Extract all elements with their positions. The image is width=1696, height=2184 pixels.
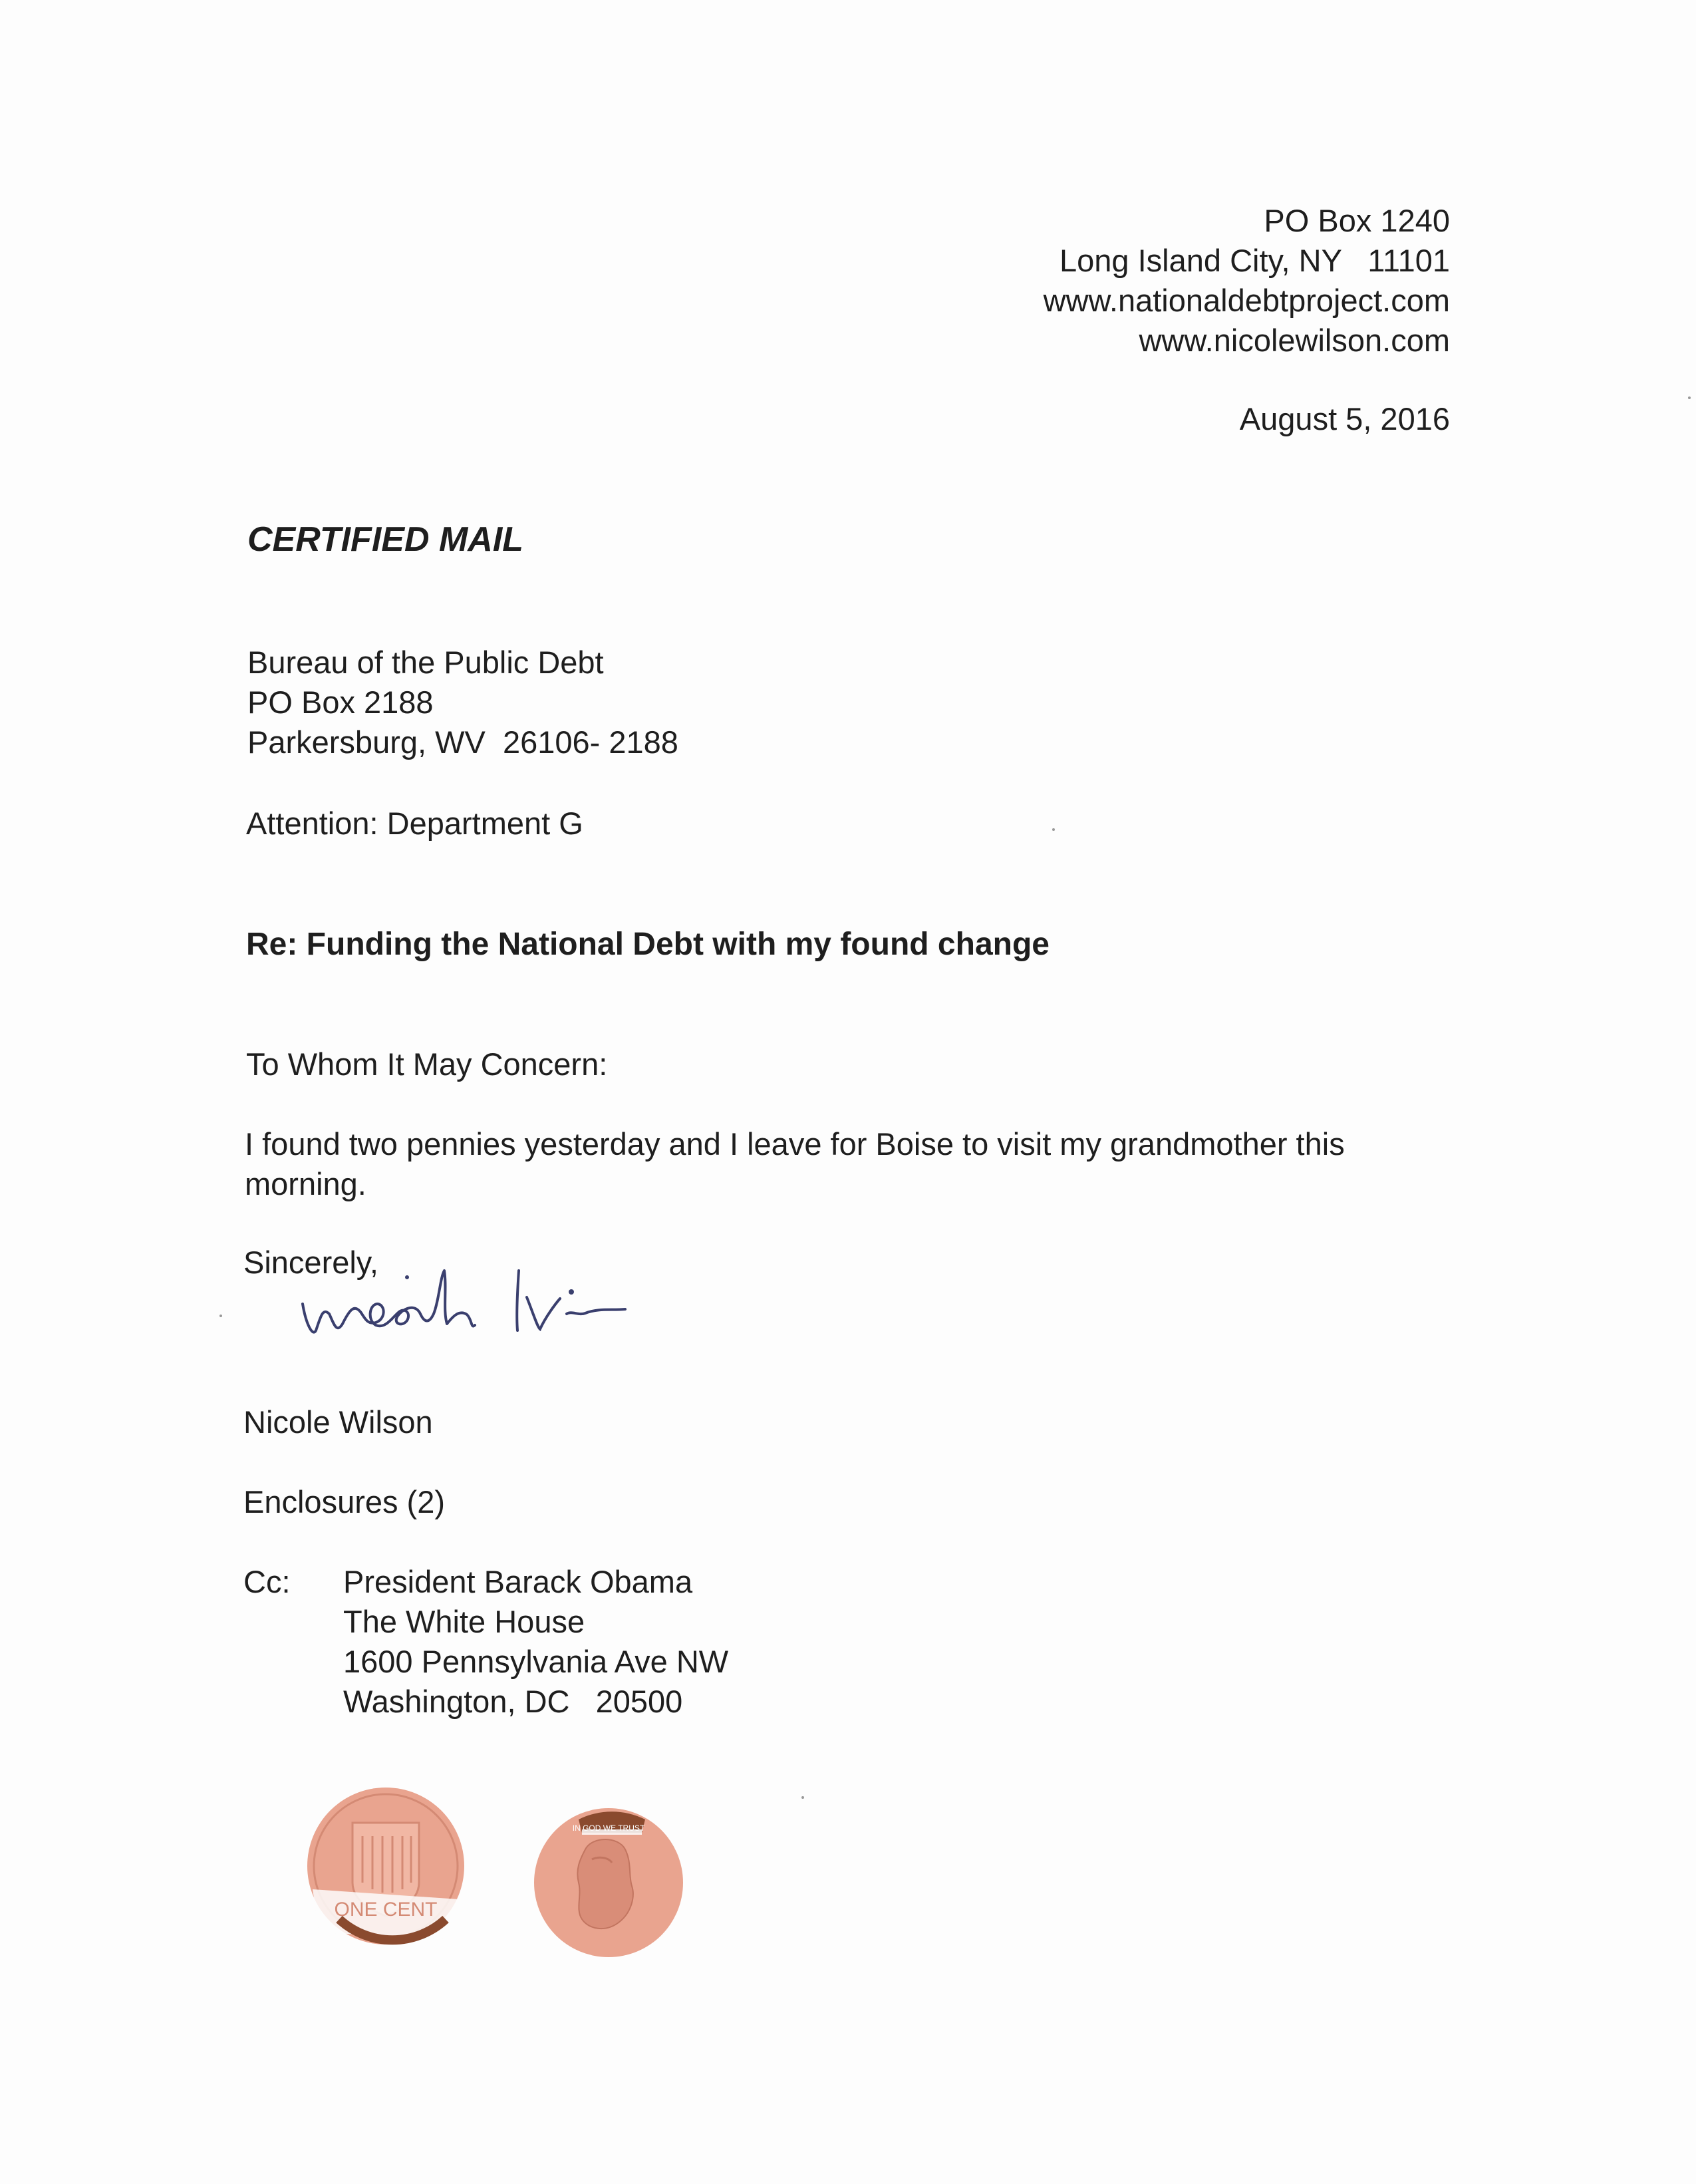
penny-reverse-text: ONE CENT (334, 1899, 438, 1921)
scan-speck (801, 1796, 804, 1799)
cc-recipient-city: Washington, DC 20500 (343, 1684, 683, 1719)
penny-obverse-text: IN GOD WE TRUST (572, 1823, 645, 1833)
cc-label: Cc: (243, 1564, 291, 1599)
certified-mail-heading: CERTIFIED MAIL (247, 520, 524, 559)
recipient-address (247, 643, 678, 762)
enclosures-line: Enclosures (2) (243, 1484, 445, 1519)
salutation: To Whom It May Concern: (246, 1046, 608, 1082)
closing: Sincerely, (243, 1245, 378, 1280)
attention-line: Attention: Department G (246, 806, 583, 841)
penny-obverse-icon (519, 1796, 698, 1969)
handwritten-signature (293, 1251, 678, 1364)
cc-recipient-org: The White House (343, 1604, 585, 1639)
sender-city: Long Island City, NY 11101 (1060, 243, 1450, 278)
letter-body: I found two pennies yesterday and I leave for Boise to visit my grandmother this morning. (245, 1126, 1345, 1201)
scan-speck (1052, 828, 1055, 831)
recipient-name: Bureau of the Public Debt (247, 645, 604, 680)
signer-name: Nicole Wilson (243, 1404, 433, 1440)
scan-speck (1688, 396, 1691, 399)
sender-po-box: PO Box 1240 (1264, 203, 1450, 238)
letter-date: August 5, 2016 (1239, 401, 1450, 436)
cc-recipient-street: 1600 Pennsylvania Ave NW (343, 1644, 729, 1679)
scan-speck (219, 1315, 222, 1317)
cc-recipient (343, 1562, 728, 1722)
recipient-po-box: PO Box 2188 (247, 685, 434, 720)
recipient-city: Parkersburg, WV 26106- 2188 (247, 724, 678, 760)
sender-website-2: www.nicolewilson.com (1139, 323, 1450, 358)
cc-recipient-name: President Barack Obama (343, 1564, 693, 1599)
sender-address (851, 201, 1450, 361)
subject-line: Re: Funding the National Debt with my found change (246, 927, 1050, 962)
sender-website-1: www.nationaldebtproject.com (1043, 283, 1450, 318)
penny-reverse-icon (293, 1783, 479, 1956)
